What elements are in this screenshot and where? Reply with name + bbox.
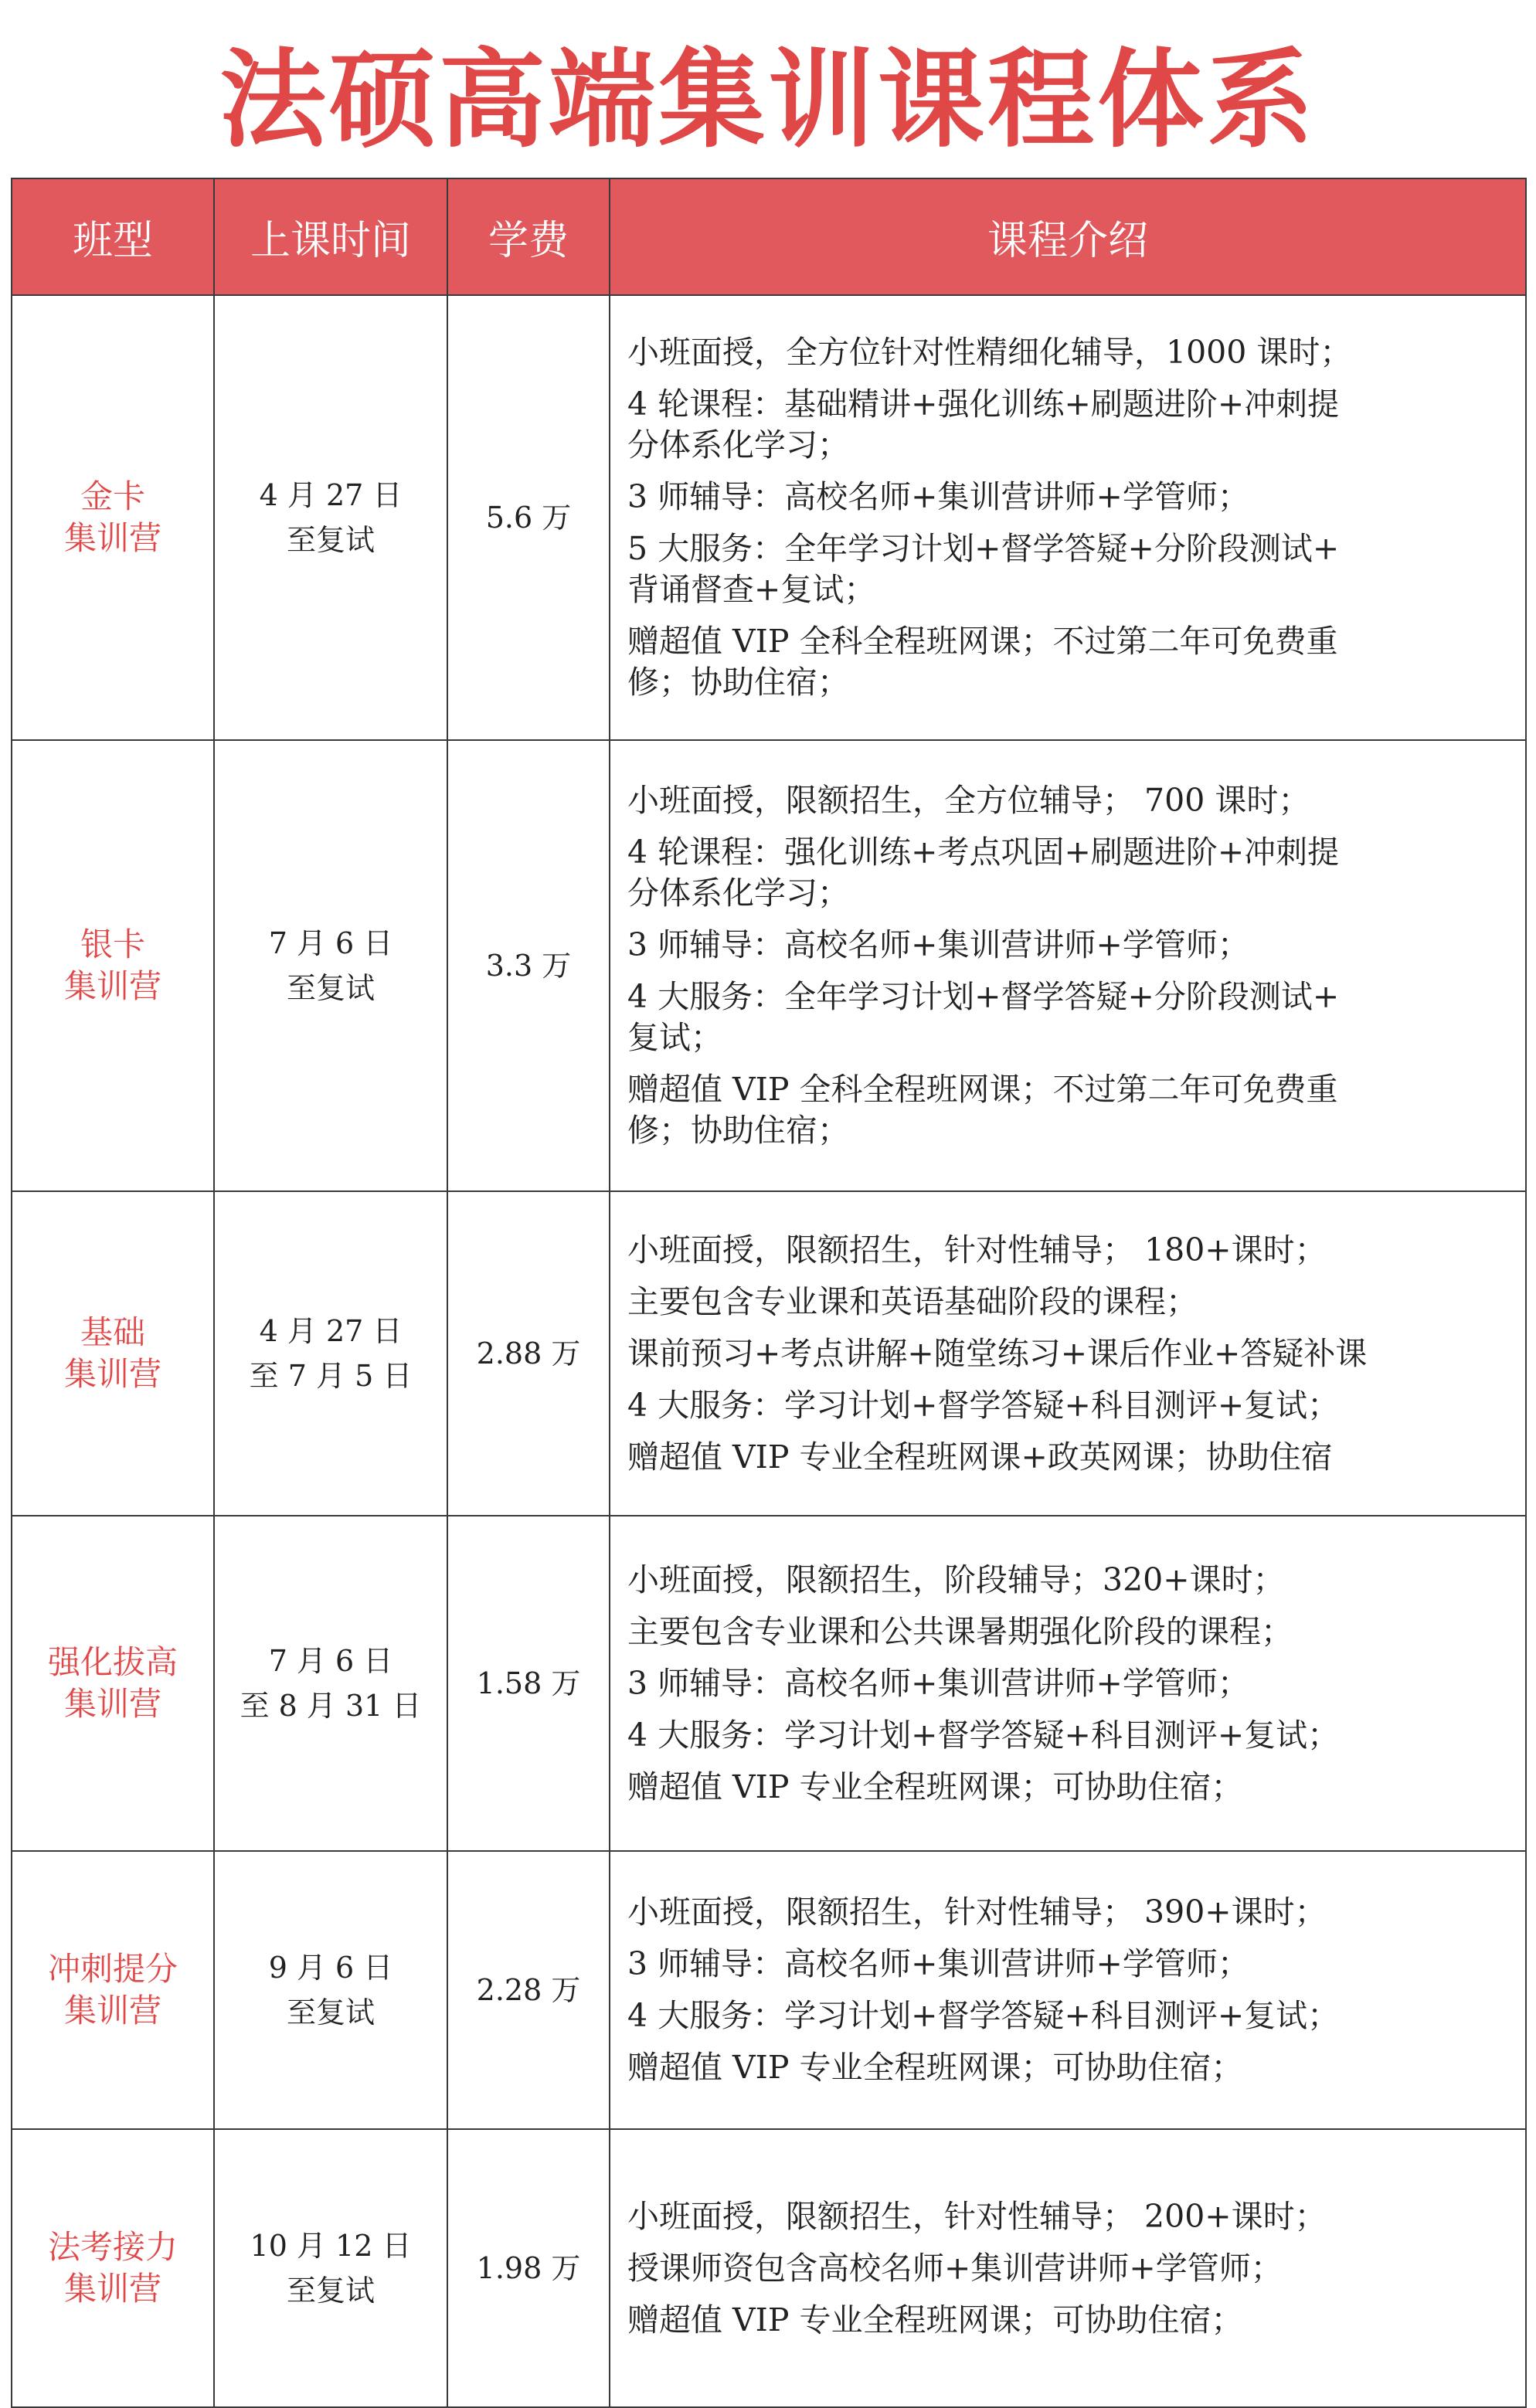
intro-item <box>627 1944 1508 1985</box>
intro-line: 赠超值 VIP 全科全程班网课；不过第二年可免费重 <box>627 623 1338 660</box>
intro-line: 课前预习+考点讲解+随堂练习+课后作业+答疑补课 <box>627 1334 1368 1372</box>
table-row <box>12 740 1526 1191</box>
class-time-text: 至 8 月 31 日 <box>240 1689 422 1723</box>
class-time-text: 10 月 12 日 <box>250 2229 412 2263</box>
intro-item <box>627 477 1508 518</box>
intro-item <box>627 332 1508 373</box>
intro-item <box>627 1282 1508 1323</box>
tuition-cell: 1.98 万 <box>447 2129 610 2407</box>
intro-line: 小班面授，限额招生，针对性辅导； 390+课时； <box>627 1893 1327 1931</box>
intro-line: 5 大服务：全年学习计划+督学答疑+分阶段测试+ <box>627 530 1340 567</box>
header-class-type: 班型 <box>12 178 214 295</box>
header-tuition: 学费 <box>447 178 610 295</box>
class-time-text: 至复试 <box>286 1995 375 2029</box>
intro-line: 授课师资包含高校名师+集训营讲师+学管师； <box>627 2249 1283 2287</box>
intro-line: 4 轮课程：强化训练+考点巩固+刷题进阶+冲刺提 <box>627 834 1340 871</box>
class-time-text: 至 7 月 5 日 <box>249 1359 413 1393</box>
class-type-text: 金卡 <box>80 477 145 515</box>
intro-line: 分体系化学习； <box>627 875 849 912</box>
table-header-row <box>12 178 1526 295</box>
class-type-text: 银卡 <box>80 926 145 963</box>
intro-line: 分体系化学习； <box>627 426 849 464</box>
course-intro-cell <box>610 740 1526 1191</box>
class-type-text: 冲刺提分 <box>47 1950 178 1988</box>
intro-line: 小班面授，限额招生，全方位辅导； 700 课时； <box>627 782 1310 819</box>
intro-line: 3 师辅导：高校名师+集训营讲师+学管师； <box>627 926 1249 963</box>
table-row <box>12 1191 1526 1516</box>
intro-line: 赠超值 VIP 专业全程班网课；可协助住宿； <box>627 1768 1243 1805</box>
intro-item <box>627 1560 1508 1601</box>
class-time-cell <box>214 1191 447 1516</box>
intro-item <box>627 1663 1508 1704</box>
intro-item <box>627 1715 1508 1756</box>
intro-line: 主要包含专业课和公共课暑期强化阶段的课程； <box>627 1612 1293 1650</box>
table-row <box>12 2129 1526 2407</box>
tuition-cell: 5.6 万 <box>447 295 610 740</box>
table-row <box>12 1516 1526 1851</box>
class-type-text: 集训营 <box>63 519 161 557</box>
class-type-text: 基础 <box>80 1313 145 1351</box>
intro-item <box>627 2196 1508 2237</box>
class-type-cell <box>12 2129 214 2407</box>
intro-line: 3 师辅导：高校名师+集训营讲师+学管师； <box>627 1945 1249 1982</box>
header-course-intro: 课程介绍 <box>610 178 1526 295</box>
table-row <box>12 295 1526 740</box>
tuition-cell: 3.3 万 <box>447 740 610 1191</box>
class-time-cell <box>214 2129 447 2407</box>
intro-line: 背诵督查+复试； <box>627 571 876 608</box>
class-time-text: 至复试 <box>286 523 375 557</box>
tuition-cell: 2.88 万 <box>447 1191 610 1516</box>
intro-line: 修；协助住宿； <box>627 664 849 701</box>
page-title: 法硕高端集训课程体系 <box>219 38 1317 162</box>
class-type-text: 强化拔高 <box>47 1643 178 1681</box>
table-row <box>12 1851 1526 2129</box>
class-time-text: 4 月 27 日 <box>259 478 403 512</box>
tuition-cell: 2.28 万 <box>447 1851 610 2129</box>
intro-item <box>627 528 1508 610</box>
intro-item <box>627 832 1508 914</box>
intro-line: 4 大服务：全年学习计划+督学答疑+分阶段测试+ <box>627 978 1340 1015</box>
class-time-text: 9 月 6 日 <box>268 1951 393 1985</box>
intro-item <box>627 1230 1508 1271</box>
intro-line: 小班面授，全方位针对性精细化辅导，1000 课时； <box>627 334 1352 371</box>
tuition-cell: 1.58 万 <box>447 1516 610 1851</box>
intro-item <box>627 1069 1508 1151</box>
class-time-text: 7 月 6 日 <box>268 1644 393 1678</box>
class-type-text: 集训营 <box>63 2270 161 2308</box>
class-type-cell <box>12 1191 214 1516</box>
class-time-cell <box>214 1516 447 1851</box>
class-type-text: 集训营 <box>63 1355 161 1393</box>
class-type-cell <box>12 1516 214 1851</box>
intro-item <box>627 621 1508 703</box>
intro-item <box>627 2047 1508 2088</box>
intro-item <box>627 925 1508 966</box>
intro-line: 3 师辅导：高校名师+集训营讲师+学管师； <box>627 478 1249 515</box>
intro-line: 4 大服务：学习计划+督学答疑+科目测评+复试； <box>627 1997 1340 2034</box>
class-type-text: 法考接力 <box>47 2228 178 2266</box>
intro-item <box>627 1333 1508 1374</box>
intro-item <box>627 2300 1508 2341</box>
intro-item <box>627 1767 1508 1808</box>
intro-line: 赠超值 VIP 专业全程班网课+政英网课；协助住宿 <box>627 1438 1333 1476</box>
header-class-time: 上课时间 <box>214 178 447 295</box>
course-intro-cell <box>610 1516 1526 1851</box>
course-intro-cell <box>610 1851 1526 2129</box>
class-time-text: 至复试 <box>286 971 375 1005</box>
class-type-cell <box>12 740 214 1191</box>
intro-item <box>627 780 1508 821</box>
class-type-cell <box>12 295 214 740</box>
class-time-cell <box>214 1851 447 2129</box>
intro-line: 小班面授，限额招生，针对性辅导； 200+课时； <box>627 2197 1327 2235</box>
intro-line: 4 轮课程：基础精讲+强化训练+刷题进阶+冲刺提 <box>627 385 1340 423</box>
course-intro-cell <box>610 295 1526 740</box>
class-type-cell <box>12 1851 214 2129</box>
class-time-text: 4 月 27 日 <box>259 1314 403 1348</box>
intro-item <box>627 1892 1508 1933</box>
intro-line: 修；协助住宿； <box>627 1112 849 1149</box>
class-time-cell <box>214 295 447 740</box>
course-intro-cell <box>610 1191 1526 1516</box>
class-type-text: 集训营 <box>63 1992 161 2029</box>
intro-item <box>627 384 1508 466</box>
intro-line: 4 大服务：学习计划+督学答疑+科目测评+复试； <box>627 1386 1340 1424</box>
class-time-cell <box>214 740 447 1191</box>
class-type-text: 集训营 <box>63 967 161 1005</box>
course-intro-cell <box>610 2129 1526 2407</box>
intro-line: 赠超值 VIP 全科全程班网课；不过第二年可免费重 <box>627 1071 1338 1108</box>
intro-line: 复试； <box>627 1019 722 1056</box>
intro-line: 赠超值 VIP 专业全程班网课；可协助住宿； <box>627 2049 1243 2086</box>
intro-item <box>627 1437 1508 1478</box>
intro-line: 小班面授，限额招生，针对性辅导； 180+课时； <box>627 1231 1327 1269</box>
intro-line: 赠超值 VIP 专业全程班网课；可协助住宿； <box>627 2301 1243 2338</box>
intro-item <box>627 1385 1508 1426</box>
intro-line: 4 大服务：学习计划+督学答疑+科目测评+复试； <box>627 1716 1340 1754</box>
intro-line: 小班面授，限额招生，阶段辅导；320+课时； <box>627 1561 1285 1598</box>
intro-item <box>627 976 1508 1058</box>
intro-line: 3 师辅导：高校名师+集训营讲师+学管师； <box>627 1664 1249 1702</box>
intro-item <box>627 2248 1508 2289</box>
class-type-text: 集训营 <box>63 1685 161 1723</box>
intro-item <box>627 1612 1508 1652</box>
intro-item <box>627 1995 1508 2036</box>
course-table <box>11 178 1527 2408</box>
intro-line: 主要包含专业课和英语基础阶段的课程； <box>627 1282 1198 1320</box>
class-time-text: 至复试 <box>286 2274 375 2308</box>
class-time-text: 7 月 6 日 <box>268 926 393 960</box>
